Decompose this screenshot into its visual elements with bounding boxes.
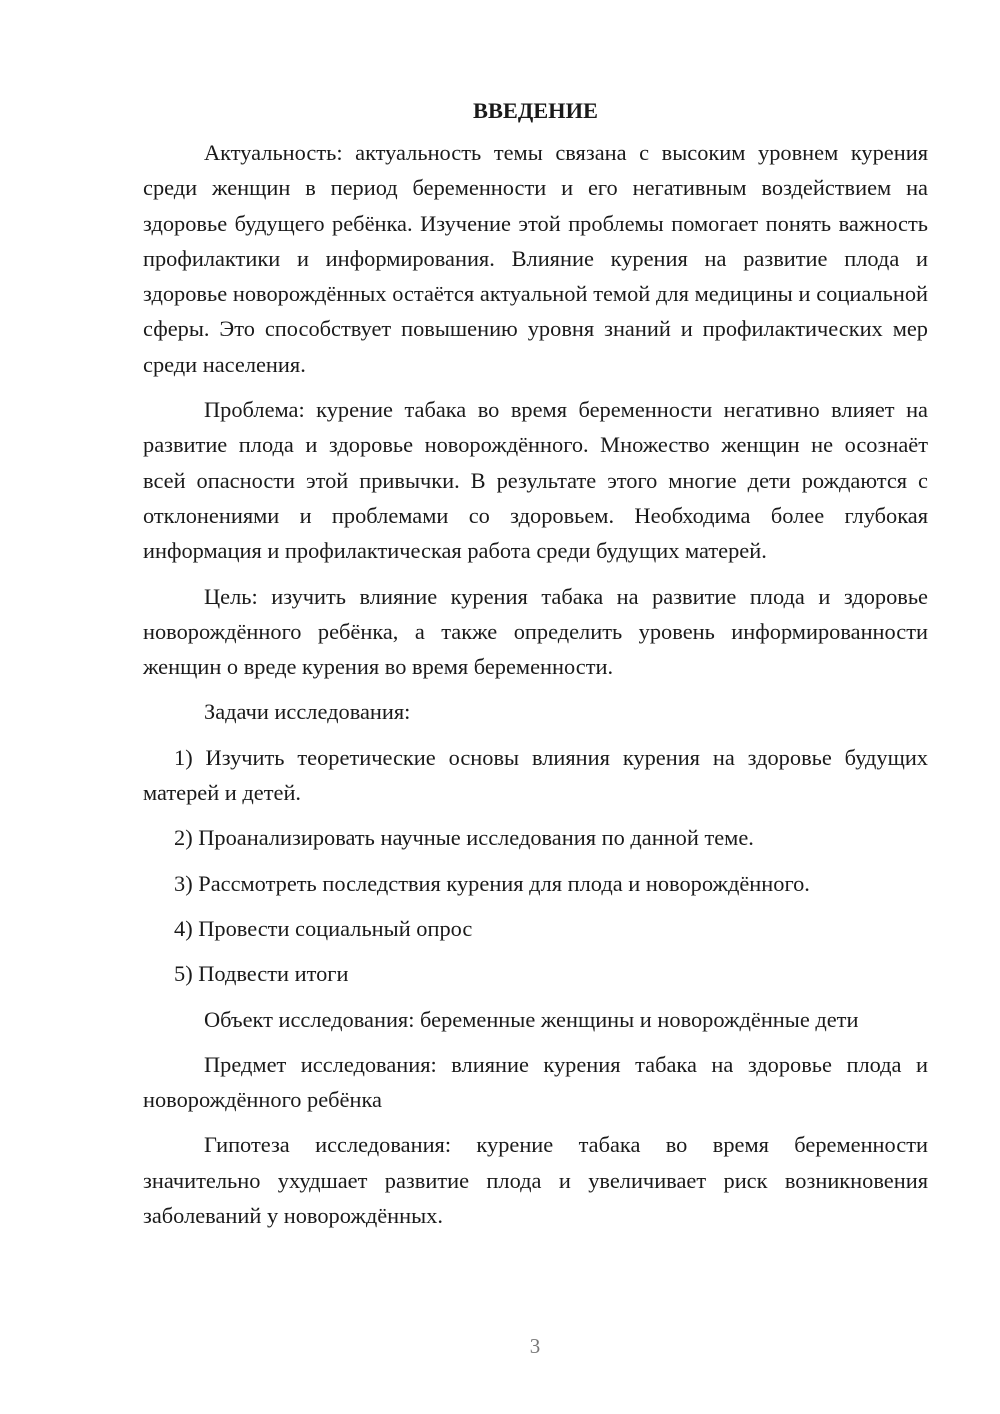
document-body [143, 93, 928, 1233]
task-item: 1) Изучить теоретические основы влияния курения на здоровье будущих матерей и детей. [143, 744, 928, 806]
subject-paragraph: Предмет исследования: влияние курения табака на здоровье плода и новорождённого ребёнка [143, 1051, 928, 1113]
object-paragraph: Объект исследования: беременные женщины и новорождённые дети [204, 1006, 859, 1032]
problem-paragraph: Проблема: курение табака во время беременности негативно влияет на развитие плода и здоровье новорождённого. Множество женщин не осознаёт всей опасности этой привычки. В результате этого многие дети рождаются с отклонениями и проблемами со здоровьем. Необходима более глубокая информация и профилактическая работа среди будущих матерей. [143, 397, 928, 564]
hypothesis-paragraph: Гипотеза исследования: курение табака во время беременности значительно ухудшает развитие плода и увеличивает риск возникновения заболеваний у новорождённых. [143, 1132, 928, 1229]
task-item: 2) Проанализировать научные исследования по данной теме. [174, 825, 754, 851]
relevance-paragraph: Актуальность: актуальность темы связана с высоким уровнем курения среди женщин в период беременности и его негативным воздействием на здоровье будущего ребёнка. Изучение этой проблемы помогает понять важность профилактики и информирования. Влияние курения на развитие плода и здоровье новорождённых остаётся актуальной темой для медицины и социальной сферы. Это способствует повышению уровня знаний и профилактических мер среди населения. [143, 140, 928, 377]
section-heading: ВВЕДЕНИЕ [473, 98, 598, 123]
task-item: 3) Рассмотреть последствия курения для плода и новорождённого. [174, 870, 810, 896]
task-item: 5) Подвести итоги [174, 961, 349, 987]
page-number: 3 [529, 1334, 541, 1358]
task-item: 4) Провести социальный опрос [174, 915, 473, 941]
goal-paragraph: Цель: изучить влияние курения табака на развитие плода и здоровье новорождённого ребёнка, а также определить уровень информированности женщин о вреде курения во время беременности. [143, 583, 928, 680]
tasks-heading: Задачи исследования: [204, 699, 411, 725]
